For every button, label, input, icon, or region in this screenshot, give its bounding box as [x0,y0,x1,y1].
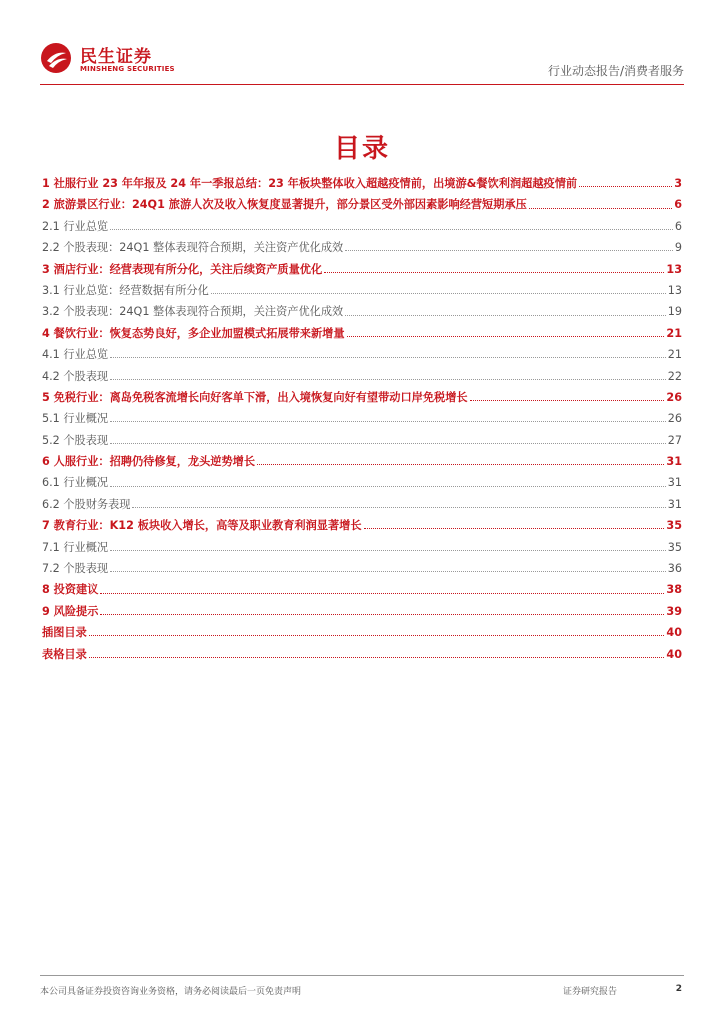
toc-entry[interactable] [42,494,682,515]
logo-chinese-name: 民生证券 [80,47,152,67]
toc-entry[interactable] [42,558,682,579]
toc-leader-dots [579,186,672,187]
toc-entry-title: 3.2 个股表现：24Q1 整体表现符合预期，关注资产优化成效 [42,305,344,319]
toc-entry-page: 26 [666,390,682,404]
toc-leader-dots [211,293,666,294]
toc-leader-dots [324,272,664,273]
toc-leader-dots [110,229,673,230]
toc-entry[interactable] [42,451,682,472]
toc-entry[interactable] [42,280,682,301]
toc-entry[interactable] [42,430,682,451]
toc-entry[interactable] [42,601,682,622]
toc-entry[interactable] [42,194,682,215]
toc-entry-title: 8 投资建议 [42,583,99,597]
footer-divider [40,975,684,976]
toc-entry-page: 26 [667,412,682,426]
toc-entry-title: 5.2 个股表现 [42,433,109,447]
toc-entry-title: 1 社服行业 23 年年报及 24 年一季报总结：23 年板块整体收入超越疫情前，出境游&餐饮利润超越疫情前 [42,177,578,190]
page-number: 2 [675,984,682,994]
toc-leader-dots [110,357,666,358]
toc-entry-title: 7.1 行业概况 [42,540,109,554]
toc-entry-page: 22 [667,369,682,383]
toc-entry[interactable] [42,515,682,536]
toc-entry[interactable] [42,344,682,365]
toc-entry[interactable] [42,323,682,344]
toc-entry-page: 35 [667,540,682,554]
toc-entry-page: 19 [667,305,682,319]
toc-entry-page: 6 [674,219,682,233]
footer-report-type: 证券研究报告 [563,987,618,997]
toc-entry-title: 5 免税行业：离岛免税客流增长向好客单下滑，出入境恢复向好有望带动口岸免税增长 [42,390,468,404]
toc-entry-title: 3 酒店行业：经营表现有所分化，关注后续资产质量优化 [42,262,323,276]
toc-entry-page: 40 [666,647,682,661]
toc-leader-dots [110,486,666,487]
toc-entry-page: 9 [674,241,682,255]
toc-entry-title: 2 旅游景区行业：24Q1 旅游人次及收入恢复度显著提升，部分景区受外部因素影响经营短期承压 [42,198,527,212]
toc-entry[interactable] [42,472,682,493]
toc-leader-dots [110,571,666,572]
toc-leader-dots [257,464,664,465]
toc-leader-dots [100,593,664,594]
toc-leader-dots [529,208,672,209]
minsheng-logo-icon [40,42,72,74]
toc-entry-title: 7.2 个股表现 [42,562,109,576]
toc-leader-dots [132,507,665,508]
toc-entry-page: 31 [667,497,682,511]
toc-entry[interactable] [42,259,682,280]
toc-entry-title: 插图目录 [42,626,87,640]
toc-entry-page: 38 [666,583,682,597]
toc-entry-page: 27 [667,433,682,447]
toc-leader-dots [110,443,666,444]
minsheng-logo [40,40,180,76]
toc-entry[interactable] [42,644,682,665]
toc-leader-dots [345,250,673,251]
toc-entry-page: 35 [666,519,682,533]
toc-entry[interactable] [42,537,682,558]
toc-leader-dots [347,336,665,337]
toc-entry[interactable] [42,216,682,237]
toc-entry-title: 7 教育行业：K12 板块收入增长，高等及职业教育利润显著增长 [42,519,362,533]
toc-entry-page: 36 [667,562,682,576]
report-category: 行业动态报告/消费者服务 [547,64,684,78]
toc-leader-dots [89,635,665,636]
toc-entry-page: 6 [674,198,682,212]
toc-entry[interactable] [42,237,682,258]
page-title: 目录 [333,134,390,164]
toc-leader-dots [110,550,666,551]
toc-entry[interactable] [42,173,682,194]
toc-leader-dots [345,315,666,316]
toc-leader-dots [110,379,666,380]
toc-entry-page: 13 [666,262,682,276]
toc-entry-title: 5.1 行业概况 [42,412,109,426]
toc-entry-title: 2.2 个股表现：24Q1 整体表现符合预期，关注资产优化成效 [42,241,344,255]
toc-entry-page: 13 [667,283,682,297]
toc-leader-dots [470,400,665,401]
toc-entry-page: 21 [666,326,682,340]
toc-entry-page: 3 [674,177,682,190]
toc-entry-page: 31 [667,476,682,490]
header-divider [40,84,684,85]
toc-entry-title: 4.2 个股表现 [42,369,109,383]
toc-entry-title: 4 餐饮行业：恢复态势良好，多企业加盟模式拓展带来新增量 [42,326,345,340]
toc-entry-page: 31 [666,455,682,469]
toc-entry-title: 2.1 行业总览 [42,219,109,233]
toc-entry-title: 6 人服行业：招聘仍待修复，龙头逆势增长 [42,455,256,469]
toc-entry[interactable] [42,301,682,322]
toc-entry[interactable] [42,387,682,408]
toc-leader-dots [364,528,665,529]
toc-entry-page: 40 [666,626,682,640]
logo-english-name: MINSHENG SECURITIES [80,65,175,73]
toc-entry[interactable] [42,408,682,429]
toc-entry-page: 39 [666,604,682,618]
toc-leader-dots [100,614,664,615]
toc-entry[interactable] [42,366,682,387]
toc-entry-title: 6.1 行业概况 [42,476,109,490]
footer-disclaimer: 本公司具备证券投资咨询业务资格，请务必阅读最后一页免责声明 [40,987,302,997]
toc-entry[interactable] [42,579,682,600]
toc-leader-dots [89,657,665,658]
toc-entry-title: 6.2 个股财务表现 [42,497,131,511]
table-of-contents [42,173,682,665]
toc-leader-dots [110,421,666,422]
page-header [40,40,684,82]
toc-entry-title: 4.1 行业总览 [42,348,109,362]
toc-entry[interactable] [42,622,682,643]
toc-entry-page: 21 [667,348,682,362]
toc-entry-title: 3.1 行业总览：经营数据有所分化 [42,283,209,297]
toc-entry-title: 9 风险提示 [42,604,99,618]
toc-entry-title: 表格目录 [42,647,87,661]
